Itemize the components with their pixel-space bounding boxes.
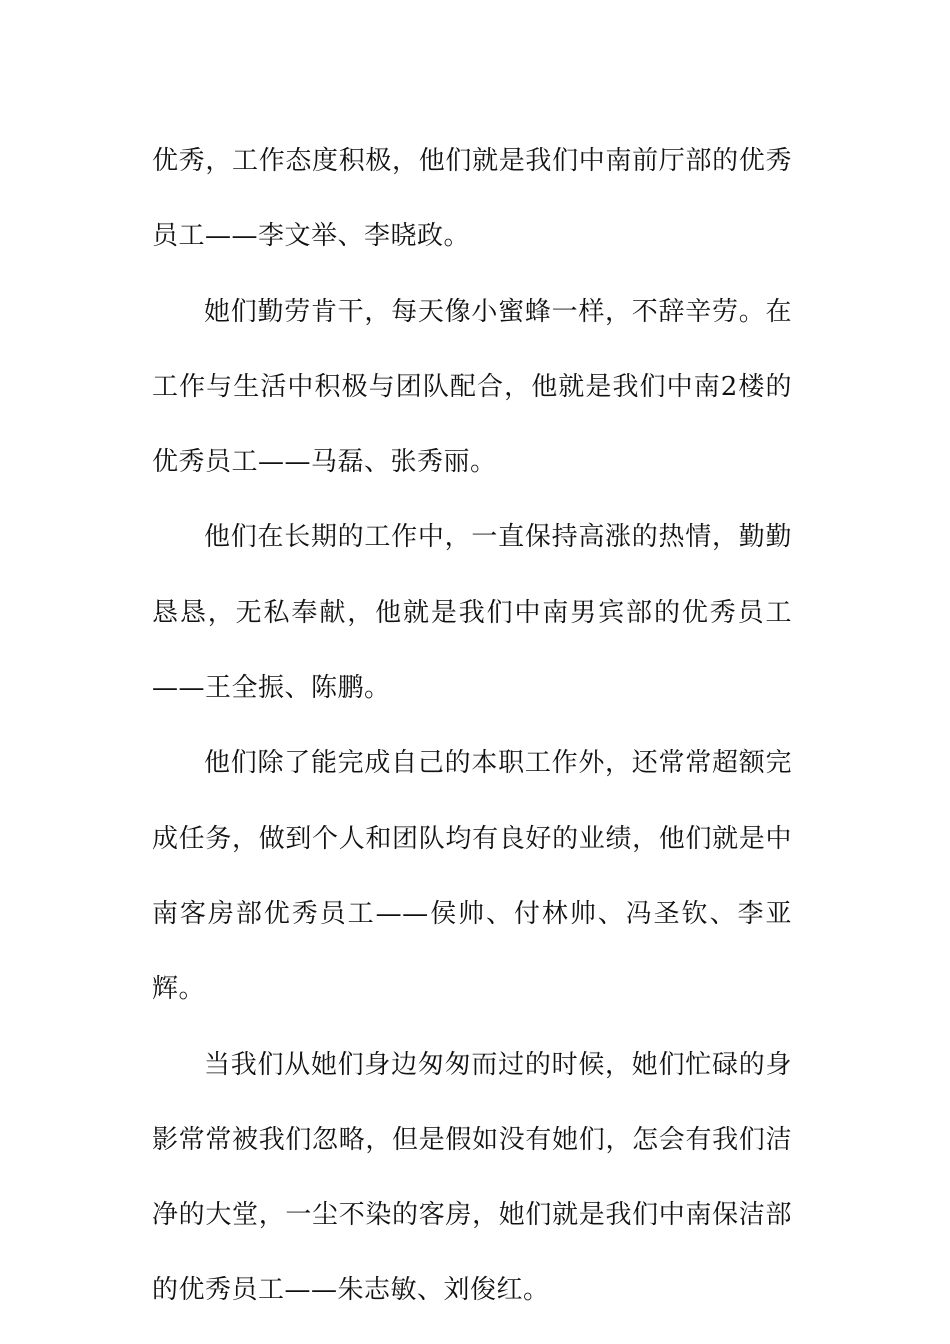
paragraph-mens-spa: 他们在长期的工作中，一直保持高涨的热情，勤勤恳恳，无私奉献，他就是我们中南男宾部的优秀员工——王全振、陈鹏。 <box>152 522 792 704</box>
document-body <box>152 124 792 1329</box>
paragraph-housekeeping: 他们除了能完成自己的本职工作外，还常常超额完成任务，做到个人和团队均有良好的业绩，他们就是中南客房部优秀员工——侯帅、付林帅、冯圣钦、李亚辉。 <box>152 748 792 1005</box>
paragraph-front-desk: 优秀，工作态度积极，他们就是我们中南前厅部的优秀员工——李文举、李晓政。 <box>152 146 792 252</box>
paragraph-second-floor: 她们勤劳肯干，每天像小蜜蜂一样，不辞辛劳。在工作与生活中积极与团队配合，他就是我们中南2楼的优秀员工——马磊、张秀丽。 <box>152 296 792 478</box>
paragraph-cleaning: 当我们从她们身边匆匆而过的时候，她们忙碌的身影常常被我们忽略，但是假如没有她们，怎会有我们洁净的大堂，一尘不染的客房，她们就是我们中南保洁部的优秀员工——朱志敏、刘俊红。 <box>152 1049 792 1306</box>
